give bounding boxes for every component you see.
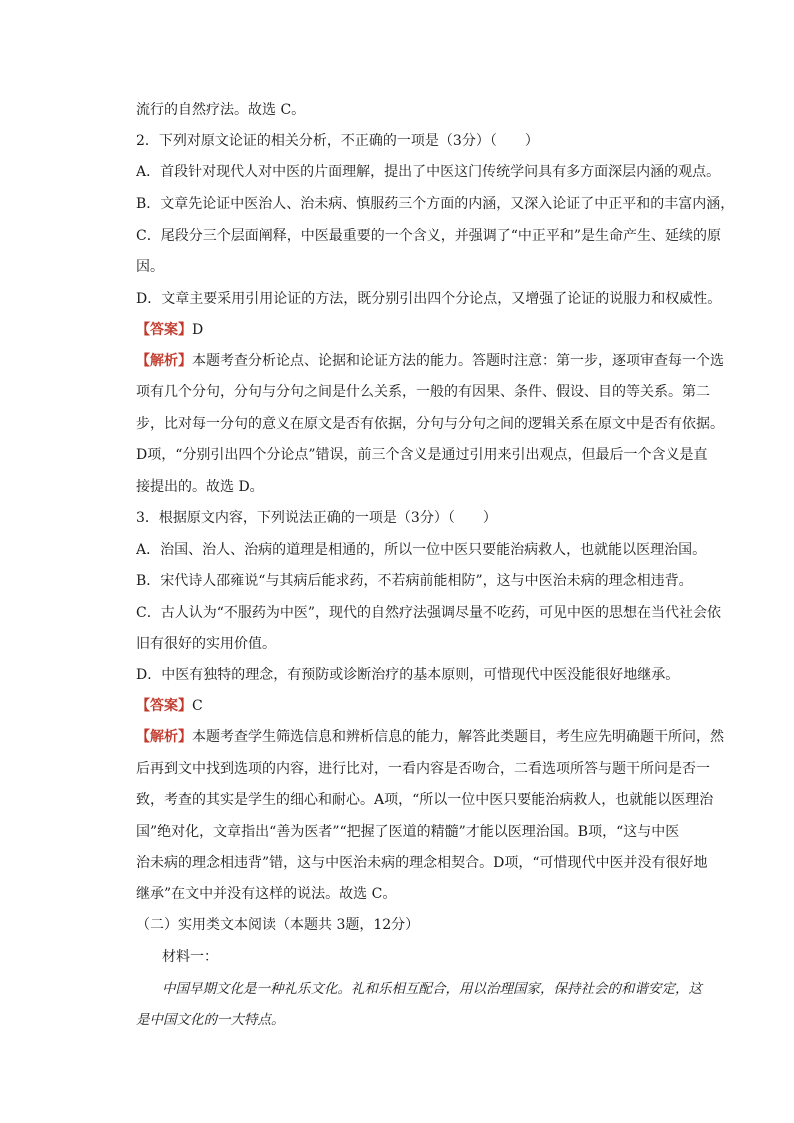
analysis-text: 接提出的。故选 D。 (136, 479, 264, 495)
answer-line (136, 696, 736, 716)
text-line: 流行的自然疗法。故选 C。 (136, 102, 306, 118)
analysis-line (136, 351, 736, 371)
question-2-option-a: A．首段针对现代人对中医的片面理解，提出了中医这门传统学问具有多方面深层内涵的观点。 (136, 164, 721, 180)
answer-value: D (192, 322, 204, 338)
answer-line (136, 320, 736, 340)
question-3-option-c: C．古人认为“不服药为中医”，现代的自然疗法强调尽量不吃药，可见中医的思想在当代社会依 (136, 605, 722, 621)
question-3-option-c-cont: 旧有很好的实用价值。 (136, 636, 276, 652)
answer-tag: 【答案】 (136, 322, 192, 338)
question-2-option-c-cont: 因。 (136, 259, 164, 275)
material-text: 是中国文化的一大特点。 (136, 1012, 285, 1028)
section-heading: （二）实用类文本阅读（本题共 3题，12分） (136, 917, 420, 933)
answer-tag: 【答案】 (136, 698, 192, 714)
question-3-option-d: D．中医有独特的理念，有预防或诊断治疗的基本原则，可惜现代中医没能很好地继承。 (136, 667, 680, 683)
analysis-text: 项有几个分句，分句与分句之间是什么关系，一般的有因果、条件、假设、目的等关系。第二 (136, 384, 710, 400)
analysis-line (136, 727, 736, 747)
analysis-text: D项，“分别引出四个分论点”错误，前三个含义是通过引用来引出观点，但最后一个含义是直 (136, 447, 708, 463)
analysis-text: 国”绝对化，文章指出“善为医者”“把握了医道的精髓”才能以医理治国。B项，“这与中医 (136, 824, 680, 840)
question-3-option-a: A．治国、治人、治病的道理是相通的，所以一位中医只要能治病救人，也就能以医理治国。 (136, 542, 707, 558)
analysis-text: 后再到文中找到选项的内容，进行比对，一看内容是否吻合，二看选项所答与题干所问是否一 (136, 761, 710, 777)
analysis-text: 本题考查分析论点、论据和论证方法的能力。答题时注意：第一步，逐项审查每一个选 (192, 353, 724, 369)
analysis-text: 治未病的理念相违背”错，这与中医治未病的理念相契合。D项，“可惜现代中医并没有很好地 (136, 855, 708, 871)
question-2-option-d: D．文章主要采用引用论证的方法，既分别引出四个分论点，又增强了论证的说服力和权威性。 (136, 291, 722, 307)
analysis-text: 步，比对每一分句的意义在原文是否有依据，分句与分句之间的逻辑关系在原文中是否有依据。 (136, 416, 724, 432)
question-2-option-b: B．文章先论证中医治人、治未病、慎服药三个方面的内涵，又深入论证了中正平和的丰富内涵， (136, 196, 735, 212)
analysis-text: 本题考查学生筛选信息和辨析信息的能力，解答此类题目，考生应先明确题干所问，然 (192, 729, 724, 745)
question-3-stem: 3．根据原文内容，下列说法正确的一项是（3分）（ ） (136, 510, 497, 526)
analysis-tag: 【解析】 (136, 353, 192, 369)
material-heading: 材料一： (162, 949, 218, 965)
question-2-stem: 2．下列对原文论证的相关分析，不正确的一项是（3分）（ ） (136, 133, 539, 149)
analysis-text: 继承”在文中并没有这样的说法。故选 C。 (136, 886, 397, 902)
analysis-tag: 【解析】 (136, 729, 192, 745)
analysis-text: 致，考查的其实是学生的细心和耐心。A项，“所以一位中医只要能治病救人，也就能以医理治 (136, 792, 714, 808)
question-3-option-b: B．宋代诗人邵雍说“与其病后能求药，不若病前能相防”，这与中医治未病的理念相违背。 (136, 573, 693, 589)
question-2-option-c: C．尾段分三个层面阐释，中医最重要的一个含义，并强调了“中正平和”是生命产生、延续的原 (136, 228, 722, 244)
material-text: 中国早期文化是一种礼乐文化。礼和乐相互配合，用以治理国家，保持社会的和谐安定，这 (162, 981, 702, 997)
answer-value: C (192, 698, 203, 714)
